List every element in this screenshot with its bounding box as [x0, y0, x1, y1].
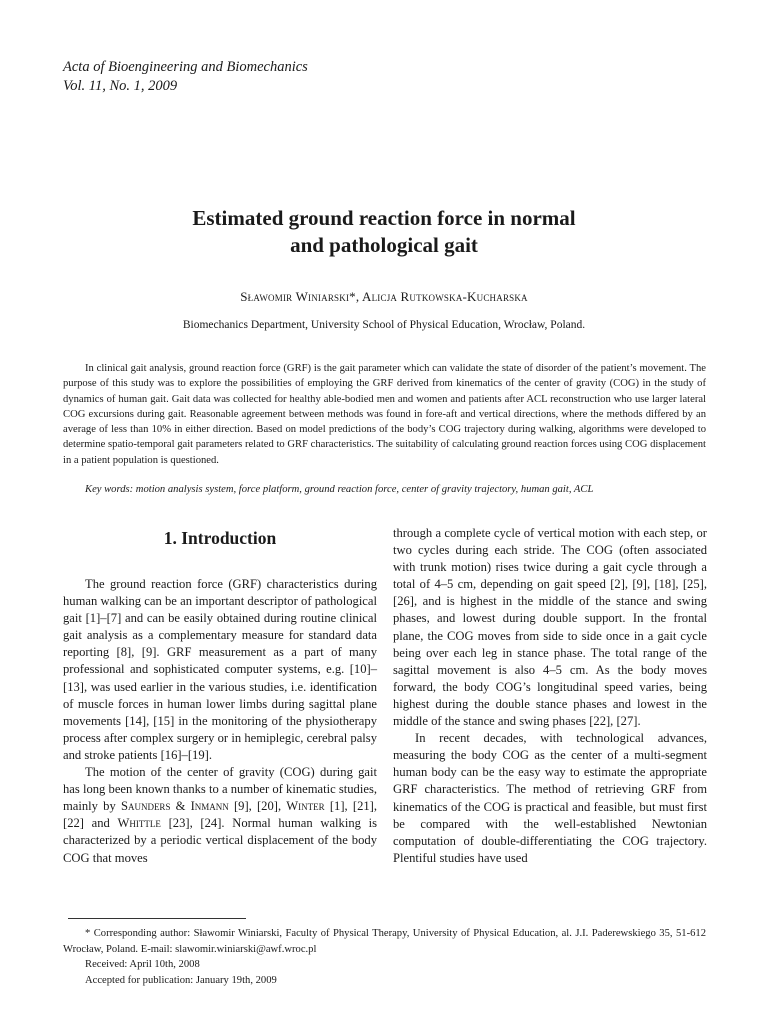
- journal-volume: Vol. 11, No. 1, 2009: [63, 78, 178, 94]
- author-citation: Whittle: [117, 816, 161, 831]
- footnote-corresponding-author: * Corresponding author: Sławomir Winiarski, Faculty of Physical Therapy, University of Physical Education, al. J.I. Paderewskiego 35, 51-612 Wrocław, Poland. E-mail: slawomir.winiarski@awf.wroc.pl: [63, 928, 706, 955]
- received-date: Received: April 10th, 2008: [85, 959, 200, 970]
- footnote-rule: [68, 918, 246, 919]
- text-run: [1], [21], [22] and: [63, 799, 378, 831]
- left-column: [63, 576, 377, 867]
- right-column: [393, 525, 707, 867]
- authors: Sławomir Winiarski*, Alicja Rutkowska-Kucharska: [240, 289, 528, 304]
- intro-paragraph-1: The ground reaction force (GRF) characteristics during human walking can be an important descriptor of pathological gait [1]–[7] and can be easily obtained during routine clinical gait analysis as a complementary measure for standard data reporting [8], [9]. GRF measurement as a part of many professional and sophisticated computer systems, e.g. [10]–[13], was used earlier in the various studies, i.e. identification of muscle forces in human lower limbs during sagittal plane movements [14], [15] in the monitoring of the physiotherapy process after complex surgery or in hemiplegic, cerebral palsy and stroke patients [16]–[19].: [63, 577, 377, 762]
- journal-header: [63, 58, 308, 96]
- intro-paragraph-4: In recent decades, with technological advances, measuring the body COG as the center of a multi-segment human body can be the easy way to estimate the appropriate GRF characteristics. The method of retrieving GRF from kinematics of the COG is practical and feasible, but must first be compared with the well-established Newtonian computation of double-differentiating the COG trajectory. Plentiful studies have used: [393, 731, 707, 865]
- author-citation: Winter: [286, 799, 325, 814]
- abstract: In clinical gait analysis, ground reaction force (GRF) is the gait parameter which can validate the state of disorder of the patient’s movement. The purpose of this study was to explore the possibilities of employing the GRF derived from kinematics of the center of gravity (COG) in the study of dynamics of human gait. Gait data was collected for healthy able-bodied men and women and patients after ACL reconstruction who use larger lateral COG excursions during gait. Reasonable agreement between methods was found in fore-aft and vertical directions, where the methods differed by an average of less than 10% in either direction. Based on model predictions of the body’s COG trajectory during walking, algorithms were developed to determine spatio-temporal gait parameters related to GRF characteristics. The suitability of calculating ground reaction forces using COG displacement in a patient population is questioned.: [63, 363, 706, 466]
- section-heading-introduction: 1. Introduction: [163, 528, 277, 548]
- intro-paragraph-3: through a complete cycle of vertical motion with each step, or two cycles during each stride. The COG (often associated with trunk motion) rises twice during a gait cycle through a total of 4–5 cm, depending on gait speed [2], [9], [18], [25], [26], and is highest in the middle of the stance and swing phases, and lowest during double support. In the frontal plane, the COG moves from side to side once in a gait cycle being over each leg in stance phase. The total range of the sagittal movement is also 4–5 cm. As the body moves forward, the body COG’s longitudinal speed varies, being highest during the double stance phases and lowest in the middle of the stance and swing phases [22], [27].: [393, 526, 707, 729]
- author-citation: Saunders & Inmann: [120, 799, 229, 814]
- text-run: [9], [20],: [228, 799, 287, 814]
- intro-paragraph-2: [63, 764, 377, 867]
- affiliation: Biomechanics Department, University School of Physical Education, Wrocław, Poland.: [182, 319, 586, 331]
- text-run: The motion of the center of gravity (COG) during gait has long been known thanks to a number of kinematic studies, mainly by: [63, 765, 377, 814]
- title-line-1: Estimated ground reaction force in normal: [192, 206, 576, 230]
- title-line-2: and pathological gait: [290, 233, 478, 257]
- accepted-date: Accepted for publication: January 19th, 2009: [85, 974, 277, 986]
- keywords: Key words: motion analysis system, force platform, ground reaction force, center of gravity trajectory, human gait, ACL: [85, 484, 594, 495]
- dates: [85, 957, 277, 988]
- article-title: [0, 205, 768, 259]
- text-run: [23], [24]. Normal human walking is characterized by a periodic vertical displacement of the body COG that moves: [63, 816, 378, 865]
- journal-name: Acta of Bioengineering and Biomechanics: [63, 59, 308, 75]
